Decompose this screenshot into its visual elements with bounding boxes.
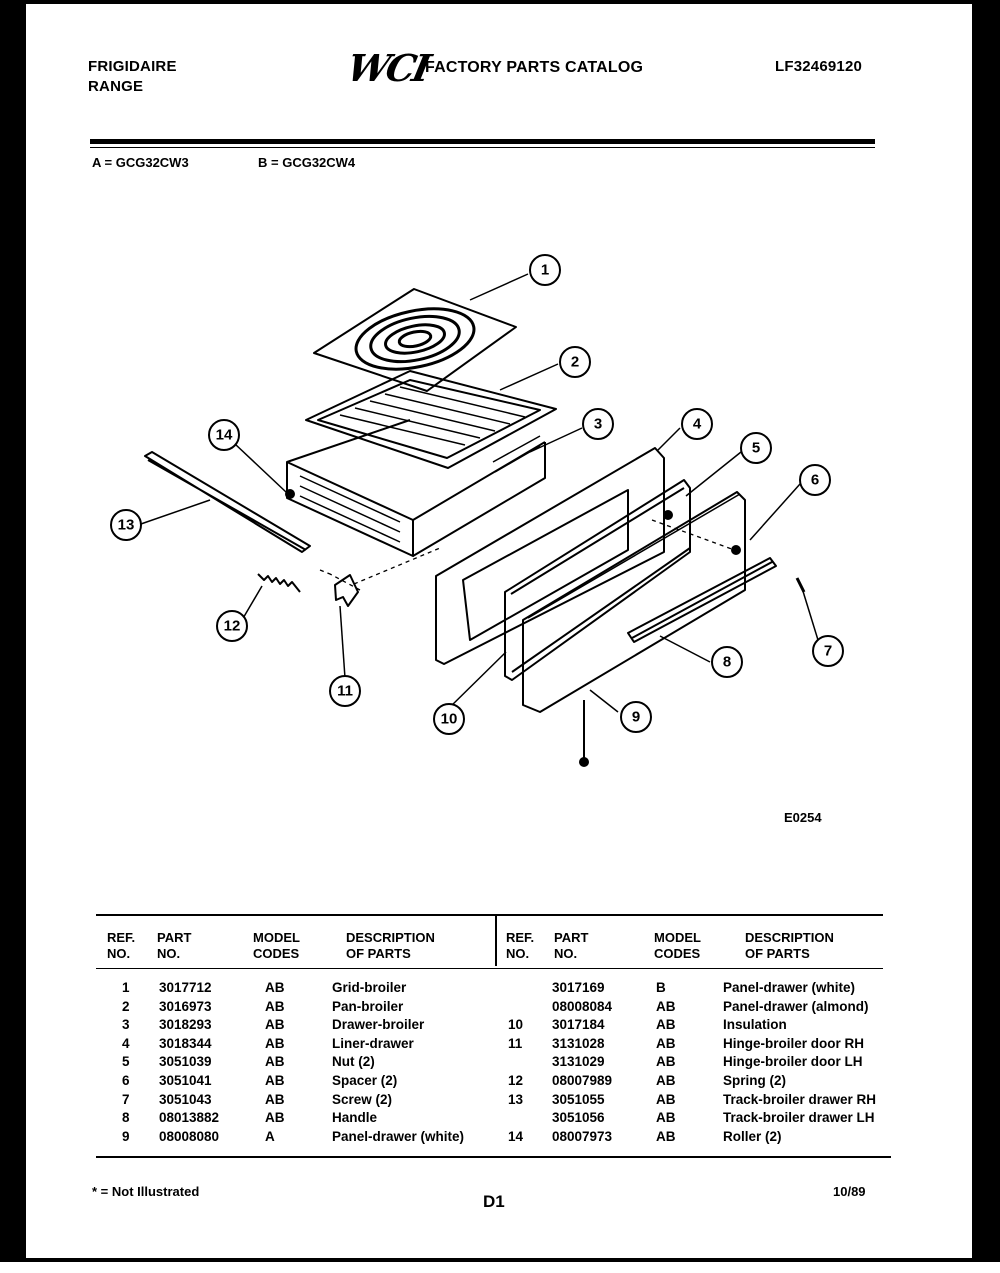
table-cell-desc: Pan-broiler [332, 998, 404, 1014]
pan-broiler-drawing [306, 371, 556, 468]
callout-label-14: 14 [215, 426, 233, 444]
table-cell-part: 3018293 [159, 1017, 212, 1033]
table-cell-desc: Roller (2) [723, 1128, 782, 1144]
drawing-code: E0254 [784, 810, 822, 825]
table-cell-desc: Handle [332, 1110, 378, 1126]
spring-drawing [258, 574, 300, 592]
table-cell-desc: Grid-broiler [332, 980, 407, 995]
table-cell-part: 3131028 [552, 1035, 605, 1051]
table-cell-part: 3018344 [159, 1035, 212, 1051]
header-part-no-right: PART NO. [554, 930, 589, 961]
table-cell-codes: AB [656, 1091, 676, 1107]
model-code-a: A = GCG32CW3 [92, 155, 189, 170]
table-cell-desc: Hinge-broiler door RH [723, 1035, 864, 1051]
table-cell-codes: AB [265, 1091, 285, 1107]
table-cell-desc: Spring (2) [723, 1073, 786, 1088]
table-cell-ref: 4 [122, 1035, 130, 1051]
table-cell-part: 08008080 [159, 1128, 220, 1144]
insulation-drawing [505, 480, 690, 680]
table-cell-codes: AB [656, 1035, 676, 1051]
table-cell-desc: Insulation [723, 1017, 787, 1033]
product-type: RANGE [88, 78, 144, 95]
table-cell-part: 3051043 [159, 1091, 212, 1107]
model-code-b: B = GCG32CW4 [258, 155, 356, 170]
header-model-codes-left: MODEL CODES [253, 930, 300, 961]
table-cell-desc: Panel-drawer (white) [332, 1128, 465, 1144]
callout-label-4: 4 [692, 415, 702, 433]
table-cell-codes: AB [265, 1035, 285, 1051]
table-cell-codes: AB [265, 1054, 285, 1070]
table-cell-ref: 9 [122, 1128, 130, 1144]
table-column-divider [495, 916, 497, 966]
table-cell-desc: Panel-drawer (white) [723, 980, 856, 995]
table-cell-ref: 3 [122, 1017, 130, 1033]
callout-label-13: 13 [117, 516, 135, 534]
table-cell-codes: AB [656, 1054, 676, 1070]
table-cell-codes: AB [656, 1128, 676, 1144]
table-cell-ref: 10 [508, 1017, 524, 1033]
callout-label-1: 1 [540, 261, 550, 279]
table-cell-ref: 2 [122, 998, 130, 1014]
table-cell-part: 08007973 [552, 1128, 613, 1144]
scan-bottom-margin [0, 1262, 1000, 1273]
table-cell-ref: 1 [122, 980, 130, 995]
table-cell-part: 08007989 [552, 1073, 613, 1088]
table-cell-desc: Screw (2) [332, 1091, 393, 1107]
table-header-rule [96, 968, 883, 969]
table-rule-top [96, 914, 883, 916]
header-model-codes-right: MODEL CODES [654, 930, 701, 961]
header-part-no-left: PART NO. [157, 930, 192, 961]
table-cell-part: 3051041 [159, 1073, 212, 1088]
grid-broiler-drawing [314, 289, 516, 391]
header-ref-no-left: REF. NO. [107, 930, 136, 961]
table-cell-ref: 11 [508, 1035, 523, 1051]
header-description-right: DESCRIPTION OF PARTS [745, 930, 834, 961]
callout-label-10: 10 [440, 710, 458, 728]
not-illustrated-note: * = Not Illustrated [92, 1184, 200, 1199]
table-cell-part: 3131029 [552, 1054, 605, 1070]
callout-label-11: 11 [337, 682, 353, 700]
catalog-number: LF32469120 [775, 58, 863, 75]
brand-name: FRIGIDAIRE [88, 58, 177, 75]
table-cell-codes: B [656, 980, 666, 995]
table-cell-codes: AB [265, 998, 285, 1014]
table-cell-codes: AB [656, 1017, 676, 1033]
table-rule-bottom [96, 1156, 891, 1158]
table-cell-ref: 14 [508, 1128, 524, 1144]
table-cell-desc: Liner-drawer [332, 1035, 414, 1051]
table-cell-part: 3051056 [552, 1110, 605, 1126]
table-cell-codes: AB [265, 1073, 285, 1088]
table-cell-desc: Spacer (2) [332, 1073, 398, 1088]
wci-logo: WCI [343, 46, 432, 90]
table-cell-desc: Panel-drawer (almond) [723, 998, 869, 1014]
page-number: D1 [483, 1192, 505, 1211]
table-cell-part: 08008084 [552, 998, 613, 1014]
table-cell-codes: AB [656, 998, 676, 1014]
callout-label-3: 3 [593, 415, 603, 433]
table-cell-part: 3051055 [552, 1091, 605, 1107]
table-cell-codes: AB [656, 1110, 676, 1126]
table-cell-part: 3017712 [159, 980, 212, 995]
revision-date: 10/89 [833, 1184, 866, 1199]
callout-label-6: 6 [810, 471, 820, 489]
table-cell-desc: Hinge-broiler door LH [723, 1054, 863, 1070]
callout-label-5: 5 [751, 439, 761, 457]
handle-drawing [628, 558, 776, 642]
table-cell-codes: A [265, 1128, 275, 1144]
catalog-title: FACTORY PARTS CATALOG [425, 59, 644, 76]
table-cell-ref: 5 [122, 1054, 130, 1070]
table-cell-codes: AB [656, 1073, 676, 1088]
table-cell-codes: AB [265, 1017, 285, 1033]
callout-label-12: 12 [223, 617, 241, 635]
table-cell-desc: Nut (2) [332, 1054, 375, 1070]
table-cell-desc: Track-broiler drawer RH [723, 1091, 877, 1107]
table-cell-desc: Track-broiler drawer LH [723, 1110, 875, 1126]
table-cell-desc: Drawer-broiler [332, 1017, 425, 1033]
table-cell-part: 3051039 [159, 1054, 212, 1070]
table-cell-part: 3017169 [552, 980, 605, 995]
table-cell-part: 3017184 [552, 1017, 605, 1033]
hinge-drawing [335, 575, 358, 606]
table-cell-ref: 6 [122, 1073, 130, 1088]
header-description-left: DESCRIPTION OF PARTS [346, 930, 435, 961]
callout-label-9: 9 [631, 708, 641, 726]
table-cell-ref: 12 [508, 1073, 524, 1088]
track-broiler-drawing [145, 452, 310, 552]
table-cell-part: 3016973 [159, 998, 212, 1014]
table-cell-ref: 8 [122, 1110, 130, 1126]
callout-label-7: 7 [823, 642, 833, 660]
table-cell-ref: 7 [122, 1091, 130, 1107]
callout-label-8: 8 [722, 653, 732, 671]
table-cell-part: 08013882 [159, 1110, 220, 1126]
table-cell-codes: AB [265, 1110, 285, 1126]
callout-label-2: 2 [570, 353, 580, 371]
table-cell-ref: 13 [508, 1091, 524, 1107]
header-ref-no-right: REF. NO. [506, 930, 535, 961]
table-cell-codes: AB [265, 980, 285, 995]
